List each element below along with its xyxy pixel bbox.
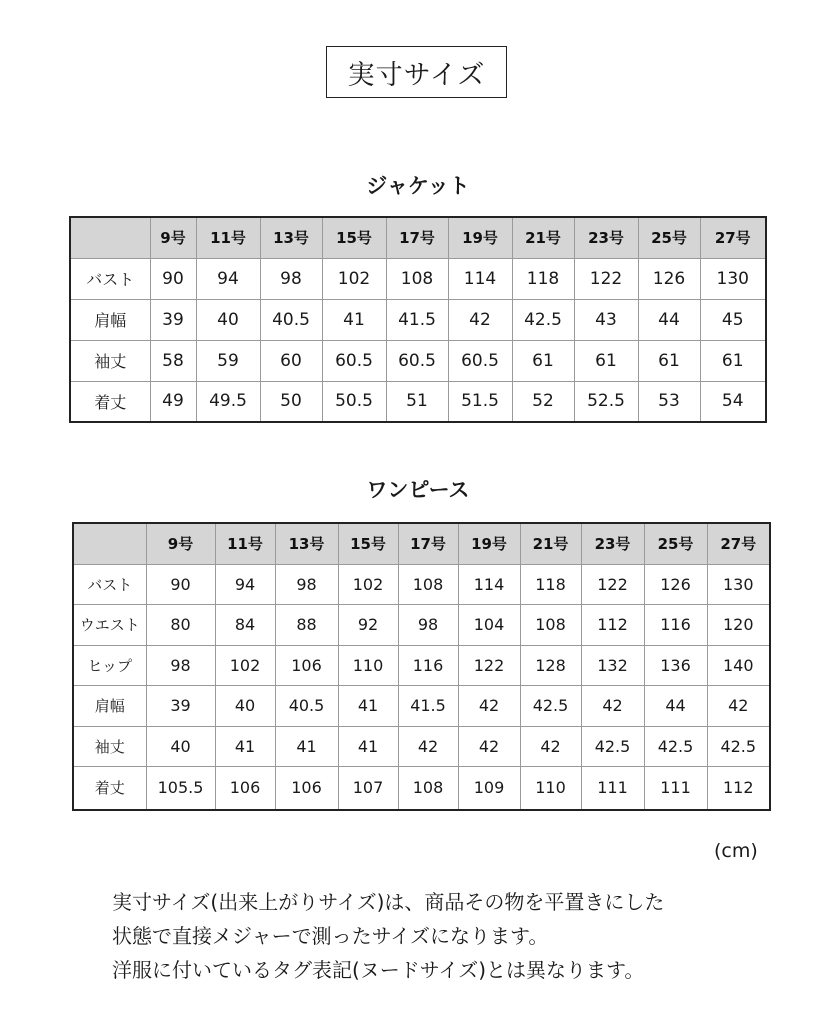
table-cell: 140 bbox=[707, 645, 770, 686]
size-header: 15号 bbox=[322, 217, 386, 258]
size-header: 11号 bbox=[196, 217, 260, 258]
table-cell: 40.5 bbox=[260, 299, 322, 340]
row-label: 袖丈 bbox=[73, 726, 146, 767]
table-cell: 94 bbox=[196, 258, 260, 299]
table-cell: 126 bbox=[644, 564, 707, 605]
table-row bbox=[70, 299, 766, 340]
table-cell: 102 bbox=[215, 645, 275, 686]
size-header: 9号 bbox=[150, 217, 196, 258]
table-cell: 130 bbox=[700, 258, 766, 299]
row-label: 肩幅 bbox=[73, 686, 146, 727]
page-title: 実寸サイズ bbox=[326, 46, 507, 98]
unit-label: (cm) bbox=[714, 840, 758, 862]
size-header: 9号 bbox=[146, 523, 215, 564]
table-row bbox=[73, 605, 770, 646]
table-cell: 98 bbox=[260, 258, 322, 299]
size-header: 21号 bbox=[520, 523, 581, 564]
table-cell: 59 bbox=[196, 340, 260, 381]
table-cell: 88 bbox=[275, 605, 338, 646]
size-header: 27号 bbox=[707, 523, 770, 564]
table-cell: 98 bbox=[146, 645, 215, 686]
table-cell: 105.5 bbox=[146, 767, 215, 810]
table-row bbox=[73, 767, 770, 810]
jacket-header-row bbox=[70, 217, 766, 258]
table-cell: 42 bbox=[581, 686, 644, 727]
table-cell: 102 bbox=[322, 258, 386, 299]
table-cell: 102 bbox=[338, 564, 398, 605]
size-header: 23号 bbox=[574, 217, 638, 258]
table-cell: 42 bbox=[458, 726, 520, 767]
table-cell: 39 bbox=[146, 686, 215, 727]
table-cell: 60 bbox=[260, 340, 322, 381]
table-cell: 108 bbox=[520, 605, 581, 646]
table-cell: 128 bbox=[520, 645, 581, 686]
table-cell: 51 bbox=[386, 381, 448, 422]
dress-size-table bbox=[72, 522, 771, 811]
table-cell: 45 bbox=[700, 299, 766, 340]
table-cell: 42.5 bbox=[520, 686, 581, 727]
size-header: 23号 bbox=[581, 523, 644, 564]
table-cell: 42.5 bbox=[644, 726, 707, 767]
table-row bbox=[70, 258, 766, 299]
row-label: 着丈 bbox=[73, 767, 146, 810]
table-cell: 42.5 bbox=[707, 726, 770, 767]
table-cell: 98 bbox=[398, 605, 458, 646]
table-cell: 110 bbox=[520, 767, 581, 810]
size-header: 19号 bbox=[448, 217, 512, 258]
measurement-note bbox=[112, 885, 664, 987]
row-label: バスト bbox=[73, 564, 146, 605]
table-cell: 42.5 bbox=[581, 726, 644, 767]
table-cell: 54 bbox=[700, 381, 766, 422]
table-cell: 41 bbox=[275, 726, 338, 767]
table-cell: 41 bbox=[322, 299, 386, 340]
table-cell: 112 bbox=[707, 767, 770, 810]
table-cell: 122 bbox=[458, 645, 520, 686]
size-header: 27号 bbox=[700, 217, 766, 258]
table-cell: 104 bbox=[458, 605, 520, 646]
table-cell: 42 bbox=[398, 726, 458, 767]
dress-header-row bbox=[73, 523, 770, 564]
table-cell: 116 bbox=[644, 605, 707, 646]
row-label: ウエスト bbox=[73, 605, 146, 646]
table-cell: 106 bbox=[215, 767, 275, 810]
size-header: 13号 bbox=[275, 523, 338, 564]
table-cell: 40.5 bbox=[275, 686, 338, 727]
table-cell: 80 bbox=[146, 605, 215, 646]
size-header: 13号 bbox=[260, 217, 322, 258]
table-cell: 114 bbox=[448, 258, 512, 299]
size-header: 15号 bbox=[338, 523, 398, 564]
table-cell: 111 bbox=[581, 767, 644, 810]
note-line: 洋服に付いているタグ表記(ヌードサイズ)とは異なります。 bbox=[112, 958, 645, 982]
table-cell: 42.5 bbox=[512, 299, 574, 340]
table-cell: 111 bbox=[644, 767, 707, 810]
table-cell: 53 bbox=[638, 381, 700, 422]
table-cell: 42 bbox=[458, 686, 520, 727]
table-cell: 108 bbox=[398, 767, 458, 810]
table-cell: 60.5 bbox=[448, 340, 512, 381]
table-cell: 98 bbox=[275, 564, 338, 605]
table-cell: 50.5 bbox=[322, 381, 386, 422]
table-cell: 43 bbox=[574, 299, 638, 340]
table-cell: 108 bbox=[398, 564, 458, 605]
table-cell: 107 bbox=[338, 767, 398, 810]
table-cell: 84 bbox=[215, 605, 275, 646]
table-cell: 40 bbox=[215, 686, 275, 727]
table-cell: 42 bbox=[520, 726, 581, 767]
table-cell: 52 bbox=[512, 381, 574, 422]
table-cell: 42 bbox=[707, 686, 770, 727]
table-cell: 106 bbox=[275, 767, 338, 810]
row-label: バスト bbox=[70, 258, 150, 299]
table-cell: 61 bbox=[512, 340, 574, 381]
size-header: 25号 bbox=[638, 217, 700, 258]
table-cell: 44 bbox=[638, 299, 700, 340]
row-label: 肩幅 bbox=[70, 299, 150, 340]
table-cell: 110 bbox=[338, 645, 398, 686]
table-cell: 51.5 bbox=[448, 381, 512, 422]
table-cell: 58 bbox=[150, 340, 196, 381]
table-cell: 50 bbox=[260, 381, 322, 422]
table-cell: 60.5 bbox=[386, 340, 448, 381]
table-cell: 61 bbox=[574, 340, 638, 381]
table-cell: 116 bbox=[398, 645, 458, 686]
table-cell: 52.5 bbox=[574, 381, 638, 422]
table-cell: 49.5 bbox=[196, 381, 260, 422]
table-cell: 41.5 bbox=[386, 299, 448, 340]
size-header: 17号 bbox=[386, 217, 448, 258]
table-cell: 41 bbox=[338, 726, 398, 767]
jacket-heading: ジャケット bbox=[366, 174, 470, 198]
table-cell: 92 bbox=[338, 605, 398, 646]
note-line: 実寸サイズ(出来上がりサイズ)は、商品その物を平置きにした bbox=[112, 890, 665, 914]
corner-cell bbox=[70, 217, 150, 258]
row-label: 袖丈 bbox=[70, 340, 150, 381]
table-cell: 61 bbox=[700, 340, 766, 381]
table-cell: 120 bbox=[707, 605, 770, 646]
table-cell: 42 bbox=[448, 299, 512, 340]
dress-heading: ワンピース bbox=[366, 478, 470, 502]
table-row bbox=[73, 645, 770, 686]
table-cell: 94 bbox=[215, 564, 275, 605]
jacket-size-table bbox=[69, 216, 767, 423]
table-row bbox=[70, 381, 766, 422]
size-header: 21号 bbox=[512, 217, 574, 258]
table-cell: 106 bbox=[275, 645, 338, 686]
table-cell: 130 bbox=[707, 564, 770, 605]
table-row bbox=[70, 340, 766, 381]
table-cell: 49 bbox=[150, 381, 196, 422]
table-cell: 60.5 bbox=[322, 340, 386, 381]
table-cell: 44 bbox=[644, 686, 707, 727]
table-cell: 118 bbox=[520, 564, 581, 605]
table-row bbox=[73, 726, 770, 767]
note-line: 状態で直接メジャーで測ったサイズになります。 bbox=[112, 924, 549, 948]
table-cell: 40 bbox=[146, 726, 215, 767]
table-cell: 61 bbox=[638, 340, 700, 381]
table-cell: 114 bbox=[458, 564, 520, 605]
table-cell: 41.5 bbox=[398, 686, 458, 727]
table-cell: 132 bbox=[581, 645, 644, 686]
table-cell: 126 bbox=[638, 258, 700, 299]
table-cell: 109 bbox=[458, 767, 520, 810]
corner-cell bbox=[73, 523, 146, 564]
table-row bbox=[73, 564, 770, 605]
row-label: ヒップ bbox=[73, 645, 146, 686]
table-cell: 112 bbox=[581, 605, 644, 646]
size-header: 19号 bbox=[458, 523, 520, 564]
table-cell: 39 bbox=[150, 299, 196, 340]
table-cell: 90 bbox=[150, 258, 196, 299]
table-cell: 90 bbox=[146, 564, 215, 605]
size-header: 11号 bbox=[215, 523, 275, 564]
size-header: 17号 bbox=[398, 523, 458, 564]
table-cell: 108 bbox=[386, 258, 448, 299]
table-cell: 122 bbox=[574, 258, 638, 299]
table-row bbox=[73, 686, 770, 727]
size-header: 25号 bbox=[644, 523, 707, 564]
table-cell: 40 bbox=[196, 299, 260, 340]
table-cell: 41 bbox=[215, 726, 275, 767]
table-cell: 136 bbox=[644, 645, 707, 686]
table-cell: 41 bbox=[338, 686, 398, 727]
row-label: 着丈 bbox=[70, 381, 150, 422]
table-cell: 118 bbox=[512, 258, 574, 299]
table-cell: 122 bbox=[581, 564, 644, 605]
